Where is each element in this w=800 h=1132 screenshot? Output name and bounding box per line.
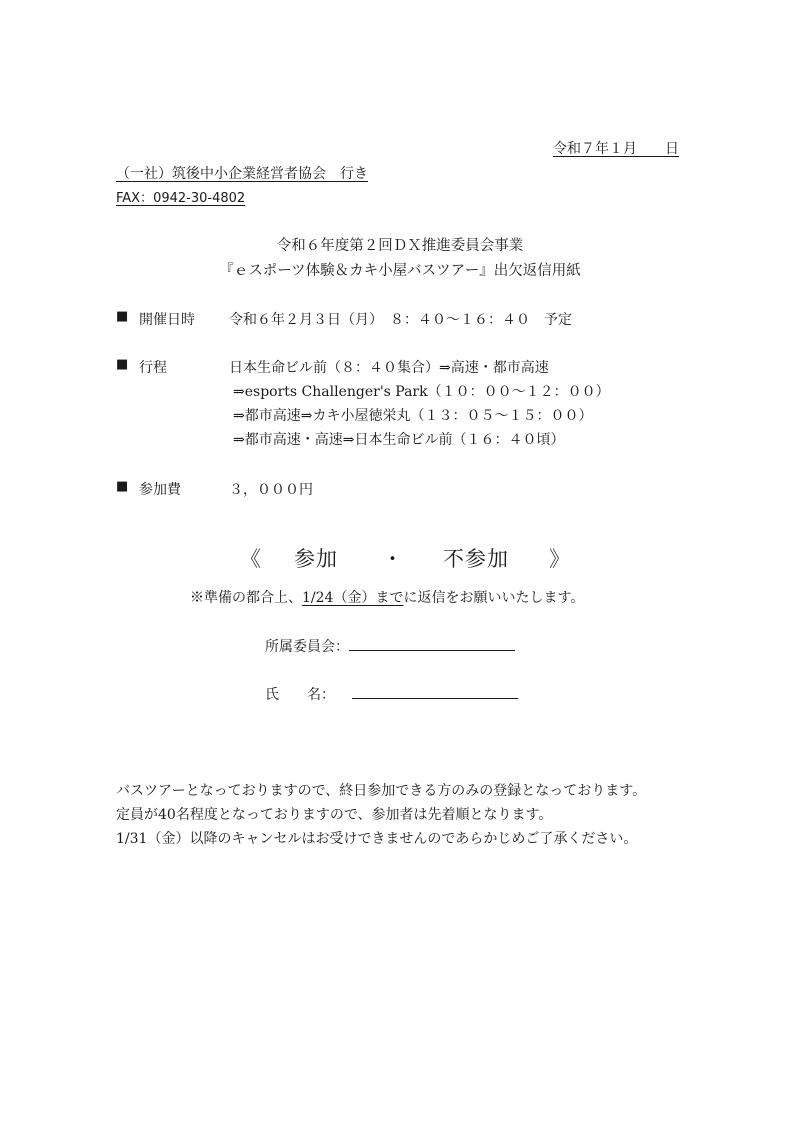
event-date-value: 令和６年２月３日（月） ８：４０～１６：４０ 予定 [229, 312, 572, 328]
itinerary-step: ⇒都市高速⇒カキ小屋徳栄丸（１３：０５～１５：００） [233, 408, 593, 424]
bracket-close: 》 [549, 547, 571, 571]
itinerary-step: ⇒都市高速・高速⇒日本生命ビル前（１６：４０頃） [233, 432, 565, 448]
itinerary-step: ⇒esports Challenger's Park（１０：００～１２：００） [233, 384, 610, 400]
title-line-1: 令和６年度第２回ＤＸ推進委員会事業 [276, 238, 524, 254]
recipient: （一社）筑後中小企業経営者協会 行き [116, 166, 368, 182]
name-input-line[interactable] [352, 684, 518, 699]
absent-option[interactable]: 不参加 [443, 547, 509, 571]
committee-label: 所属委員会： [265, 639, 349, 655]
note-line: バスツアーとなっておりますので、終日参加できる方のみの登録となっております。 [116, 783, 647, 799]
note-line: 定員が40名程度となっておりますので、参加者は先着順となります。 [116, 807, 553, 823]
name-field[interactable] [265, 684, 518, 704]
separator-dot: ・ [382, 547, 404, 571]
bullet-square-icon: ■ [116, 309, 129, 324]
fax-number: FAX：0942-30-4802 [116, 191, 246, 206]
note-line: 1/31（金）以降のキャンセルはお受けできませんのであらかじめご了承ください。 [116, 831, 638, 847]
document-date: 令和７年１月 日 [553, 141, 679, 157]
bullet-square-icon: ■ [116, 357, 129, 372]
name-label: 氏 名： [265, 687, 335, 703]
deadline-prefix: ※準備の都合上、 [190, 590, 302, 606]
itinerary-label: 行程 [139, 360, 167, 376]
itinerary-step: 日本生命ビル前（８：４０集合）⇒高速・都市高速 [229, 360, 549, 376]
bracket-open: 《 [240, 547, 262, 571]
deadline-suffix: に返信をお願いいたします。 [403, 590, 585, 606]
event-date-label: 開催日時 [139, 312, 195, 328]
deadline-notice [190, 587, 584, 607]
committee-field[interactable] [265, 636, 515, 656]
bullet-square-icon: ■ [116, 479, 129, 494]
fee-value: ３，０００円 [229, 482, 313, 498]
attend-option[interactable]: 参加 [294, 547, 338, 571]
title-line-2: 『ｅスポーツ体験＆カキ小屋バスツアー』出欠返信用紙 [219, 263, 581, 279]
deadline-date: 1/24（金）まで [302, 590, 404, 606]
committee-input-line[interactable] [349, 636, 515, 651]
fee-label: 参加費 [139, 482, 181, 498]
